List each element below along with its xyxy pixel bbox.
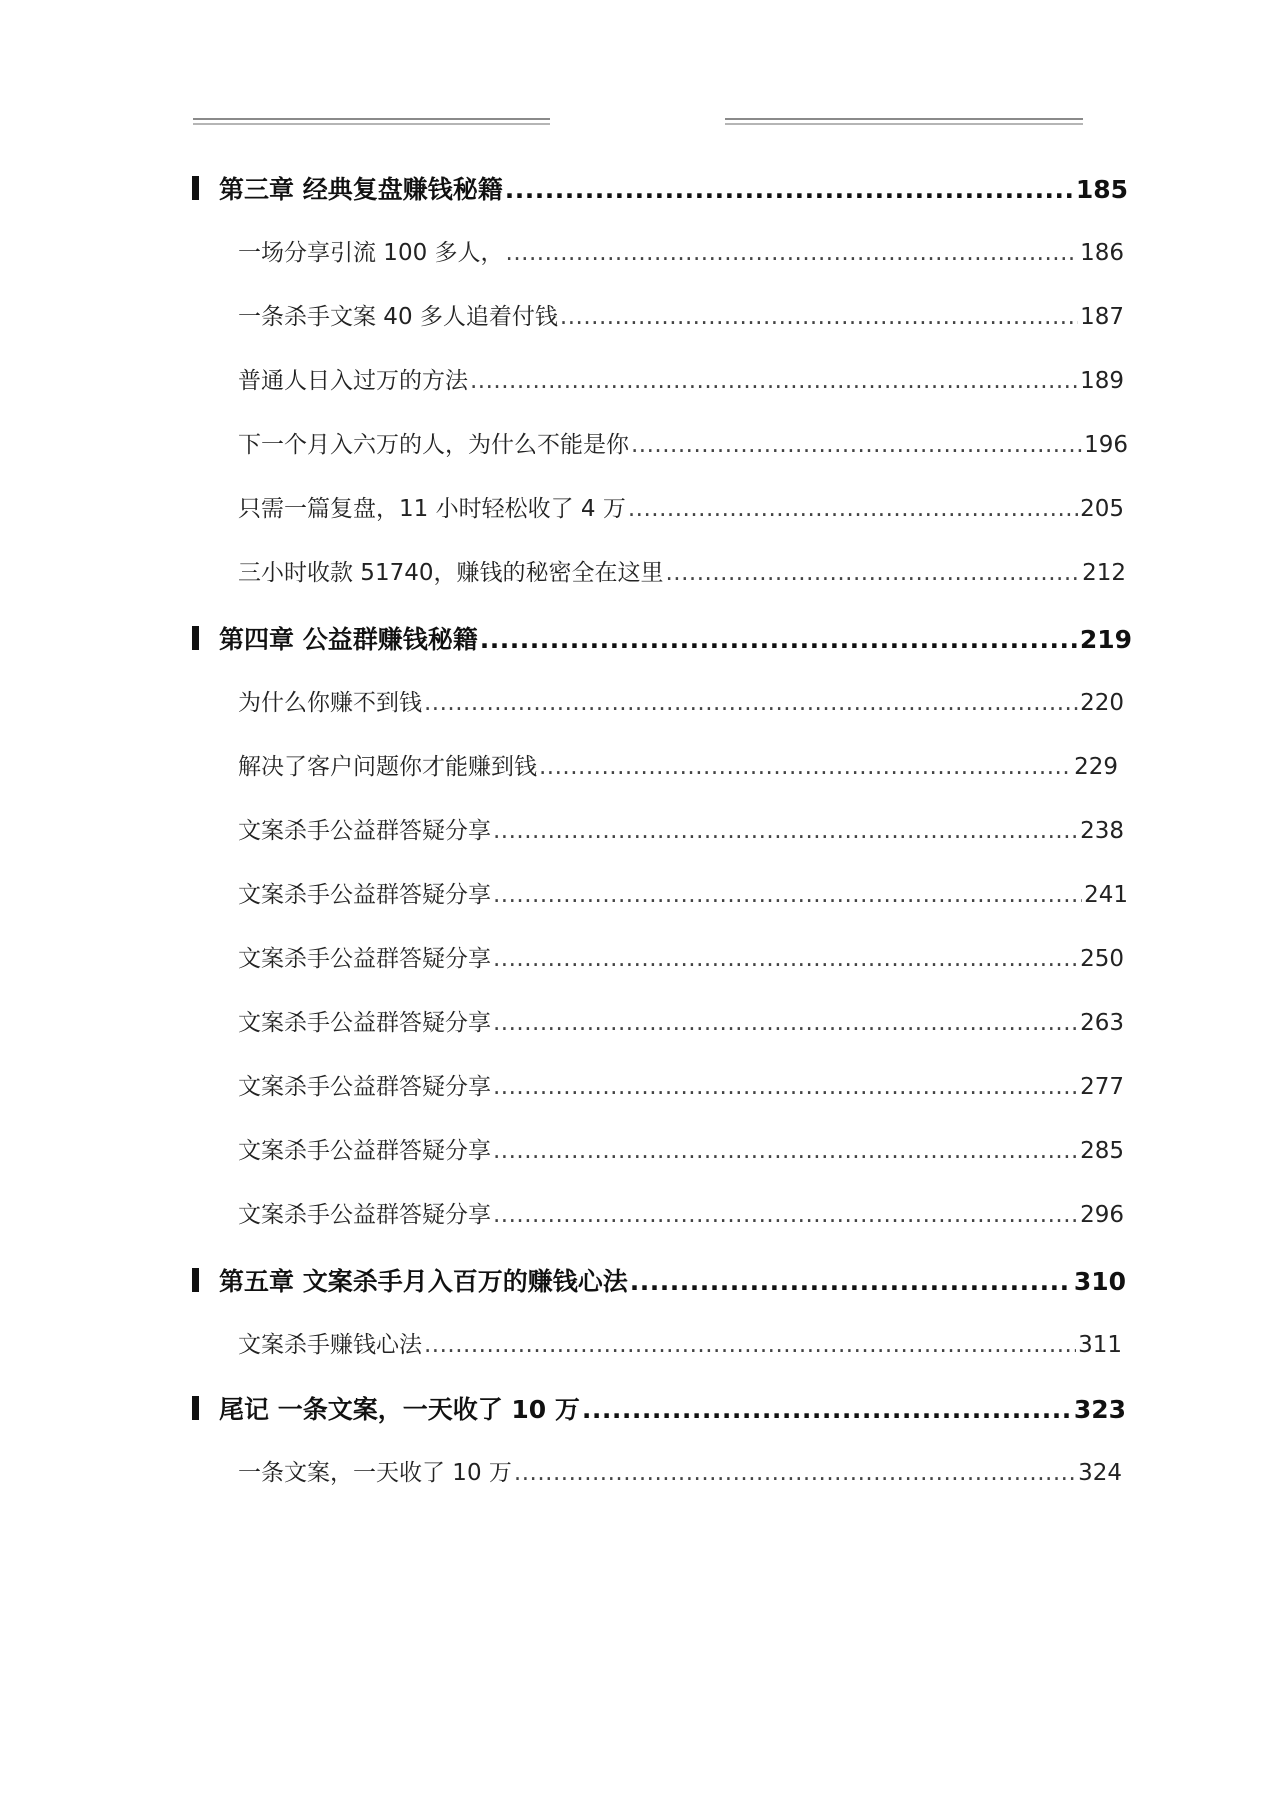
toc-epilogue[interactable] <box>192 1390 1126 1426</box>
dot-leader <box>493 1010 1078 1036</box>
dot-leader <box>424 1332 1076 1358</box>
dot-leader <box>470 368 1078 394</box>
dot-leader <box>582 1395 1072 1424</box>
toc-chapter-3[interactable] <box>192 170 1128 206</box>
toc-entry-title: 解决了客户问题你才能赚到钱 <box>238 754 537 780</box>
toc-section[interactable] <box>238 1132 1124 1165</box>
toc-entry-title: 文案杀手赚钱心法 <box>238 1332 422 1358</box>
toc-section[interactable] <box>238 1454 1122 1487</box>
toc-entry-page: 189 <box>1080 368 1124 394</box>
dot-leader <box>424 690 1078 716</box>
toc-entry-title: 文案杀手公益群答疑分享 <box>238 1138 491 1164</box>
toc-entry-page: 285 <box>1080 1138 1124 1164</box>
toc-entry-page: 238 <box>1080 818 1124 844</box>
toc-entry-page: 250 <box>1080 946 1124 972</box>
dot-leader <box>631 432 1082 458</box>
dot-leader <box>628 496 1078 522</box>
toc-section[interactable] <box>238 298 1124 331</box>
toc-entry-title: 第三章 经典复盘赚钱秘籍 <box>219 175 503 204</box>
toc-section[interactable] <box>238 876 1128 909</box>
toc-section[interactable] <box>238 490 1124 523</box>
toc-section[interactable] <box>238 1196 1124 1229</box>
chapter-marker-icon <box>192 176 199 200</box>
toc-entry-page: 263 <box>1080 1010 1124 1036</box>
toc-entry-page: 196 <box>1084 432 1128 458</box>
toc-entry-title: 文案杀手公益群答疑分享 <box>238 1074 491 1100</box>
toc-entry-title: 文案杀手公益群答疑分享 <box>238 946 491 972</box>
toc-entry-page: 220 <box>1080 690 1124 716</box>
toc-entry-title: 文案杀手公益群答疑分享 <box>238 882 491 908</box>
dot-leader <box>514 1460 1076 1486</box>
toc-entry-title: 三小时收款 51740，赚钱的秘密全在这里 <box>238 560 664 586</box>
toc-chapter-5[interactable] <box>192 1262 1126 1298</box>
dot-leader <box>493 882 1082 908</box>
dot-leader <box>630 1267 1072 1296</box>
dot-leader <box>493 946 1078 972</box>
toc-section[interactable] <box>238 748 1118 781</box>
toc-entry-page: 185 <box>1075 175 1128 204</box>
toc-entry-title: 第四章 公益群赚钱秘籍 <box>219 625 478 654</box>
toc-entry-title: 下一个月入六万的人，为什么不能是你 <box>238 432 629 458</box>
toc-entry-page: 296 <box>1080 1202 1124 1228</box>
toc-entry-page: 205 <box>1080 496 1124 522</box>
toc-entry-title: 为什么你赚不到钱 <box>238 690 422 716</box>
toc-entry-title: 只需一篇复盘，11 小时轻松收了 4 万 <box>238 496 626 522</box>
toc-section[interactable] <box>238 234 1124 267</box>
toc-entry-page: 187 <box>1080 304 1124 330</box>
dot-leader <box>560 304 1078 330</box>
toc-entry-title: 文案杀手公益群答疑分享 <box>238 1202 491 1228</box>
toc-entry-page: 241 <box>1084 882 1128 908</box>
toc-entry-title: 一场分享引流 100 多人， <box>238 240 504 266</box>
toc-entry-page: 324 <box>1078 1460 1122 1486</box>
toc-section[interactable] <box>238 554 1126 587</box>
toc-entry-page: 277 <box>1080 1074 1124 1100</box>
toc-entry-title: 一条杀手文案 40 多人追着付钱 <box>238 304 558 330</box>
dot-leader <box>493 818 1078 844</box>
toc-chapter-4[interactable] <box>192 620 1132 656</box>
toc-section[interactable] <box>238 426 1128 459</box>
toc-entry-title: 普通人日入过万的方法 <box>238 368 468 394</box>
toc-section[interactable] <box>238 684 1124 717</box>
toc-section[interactable] <box>238 1004 1124 1037</box>
toc-entry-page: 186 <box>1080 240 1124 266</box>
toc-entry-title: 第五章 文案杀手月入百万的赚钱心法 <box>219 1267 628 1296</box>
dot-leader <box>493 1074 1078 1100</box>
dot-leader <box>480 625 1078 654</box>
dot-leader <box>506 240 1079 266</box>
toc-entry-page: 323 <box>1073 1395 1126 1424</box>
toc-entry-title: 文案杀手公益群答疑分享 <box>238 1010 491 1036</box>
toc-entry-title: 一条文案，一天收了 10 万 <box>238 1460 512 1486</box>
chapter-marker-icon <box>192 1268 199 1292</box>
toc-entry-page: 310 <box>1073 1267 1126 1296</box>
toc-entry-page: 219 <box>1079 625 1132 654</box>
toc-section[interactable] <box>238 940 1124 973</box>
toc-section[interactable] <box>238 1068 1124 1101</box>
dot-leader <box>493 1202 1078 1228</box>
toc-section[interactable] <box>238 1326 1122 1359</box>
toc-section[interactable] <box>238 812 1124 845</box>
toc-entry-page: 229 <box>1074 754 1118 780</box>
chapter-marker-icon <box>192 626 199 650</box>
dot-leader <box>665 560 1080 586</box>
dot-leader <box>505 175 1074 204</box>
dot-leader <box>539 754 1072 780</box>
toc-entry-title: 文案杀手公益群答疑分享 <box>238 818 491 844</box>
toc-entry-title: 尾记 一条文案，一天收了 10 万 <box>219 1395 580 1424</box>
chapter-marker-icon <box>192 1396 199 1420</box>
toc-entry-page: 311 <box>1078 1332 1122 1358</box>
dot-leader <box>493 1138 1078 1164</box>
toc-entry-page: 212 <box>1082 560 1126 586</box>
toc-section[interactable] <box>238 362 1124 395</box>
